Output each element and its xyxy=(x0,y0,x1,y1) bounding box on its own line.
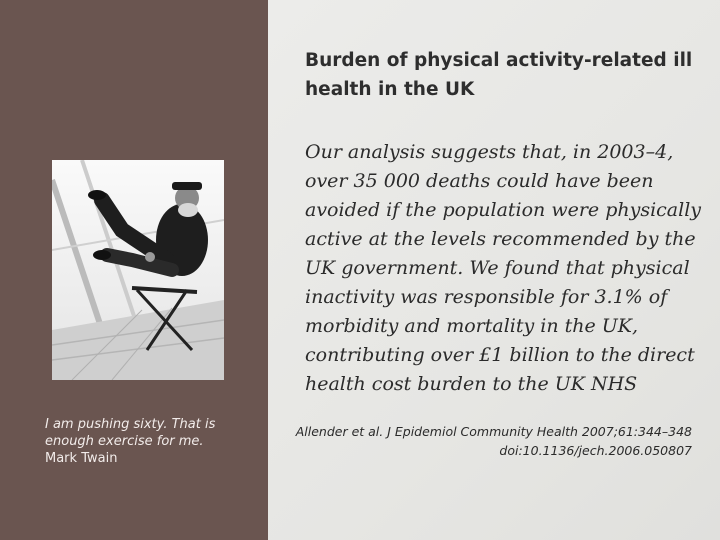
quote-author: Mark Twain xyxy=(45,451,118,466)
photo-illustration xyxy=(52,160,224,380)
slide-body-text: Our analysis suggests that, in 2003–4, over 35 000 deaths could have been avoided if the population were physically active at the levels recommended by the UK government. We found that physical inactivity was responsible for 3.1% of morbidity and mortality in the UK, contributing over £1 billion to the direct health cost burden to the UK NHS xyxy=(305,141,702,395)
quote-text: I am pushing sixty. That is enough exercise for me. xyxy=(45,417,216,449)
sidebar-panel xyxy=(0,0,268,540)
quote-caption xyxy=(45,416,245,467)
citation-doi: doi:10.1136/jech.2006.050807 xyxy=(499,443,692,458)
citation xyxy=(292,422,692,460)
citation-reference: Allender et al. J Epidemiol Community Health 2007;61:344–348 xyxy=(295,424,692,439)
mark-twain-photo xyxy=(52,160,224,380)
slide-title: Burden of physical activity-related ill health in the UK xyxy=(305,50,693,100)
